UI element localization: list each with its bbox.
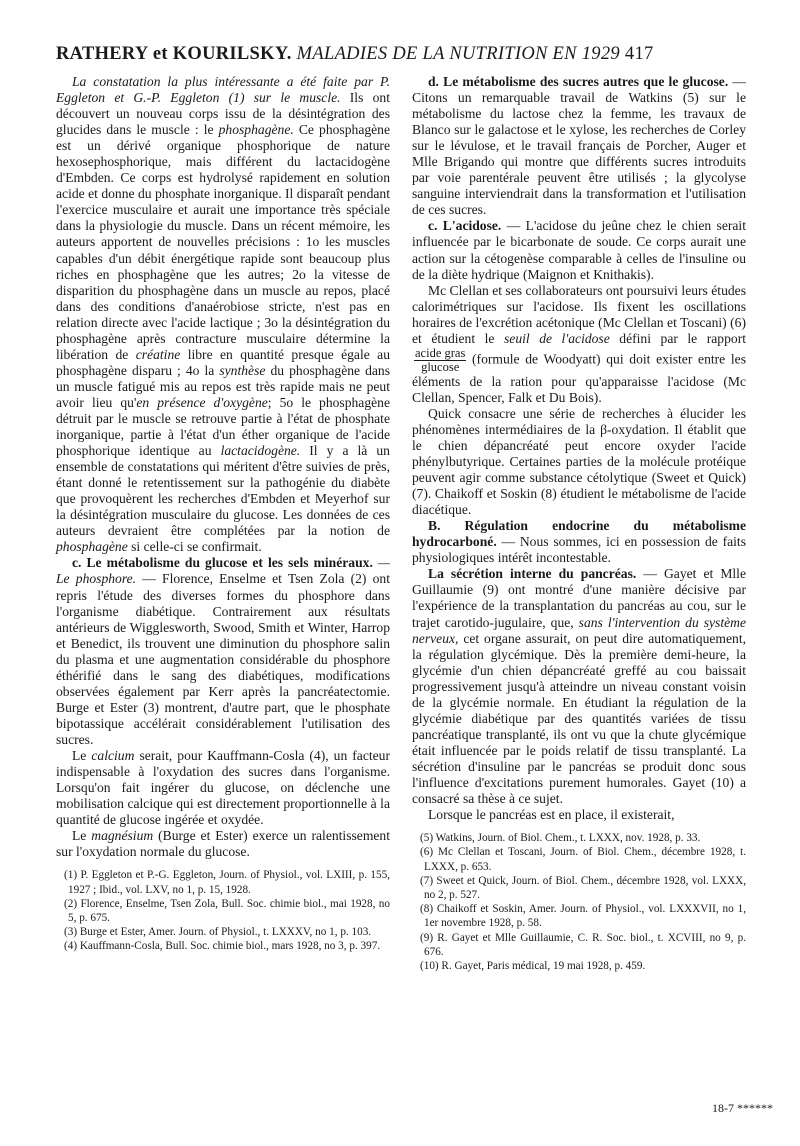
section-heading: c. Le métabolisme du glucose et les sels minéraux. <box>72 555 373 571</box>
fraction-numerator: acide gras <box>415 345 466 360</box>
footnote: (6) Mc Clellan et Toscani, Journ. of Biol. Chem., décembre 1928, t. LXXX, p. 653. <box>420 846 746 873</box>
text-run: libre en quantité presque égale au phosphagène disparu ; 4o la <box>56 346 390 378</box>
footnotes-right <box>412 831 746 973</box>
emphasis-synthese: synthèse <box>219 362 266 378</box>
footnote: (3) Burge et Ester, Amer. Journ. of Physiol., t. LXXXV, no 1, p. 103. <box>64 926 372 939</box>
header-title: MALADIES DE LA NUTRITION EN <box>296 44 577 64</box>
text-run: (formule de Woodyatt) qui doit exister entre les éléments de la ration pour qu'apparaisse l'acidose (Mc Clellan, Spencer, Falk et Du Bois). <box>412 351 746 405</box>
footnote: (2) Florence, Enselme, Tsen Zola, Bull. Soc. chimie biol., mai 1928, no 5, p. 675. <box>64 897 390 924</box>
text-run: serait, pour Kauffmann-Cosla (4), un facteur indispensable à l'oxydation des sucres dans l'organisme. Lorsqu'on fait ingérer du glucose, on déclenche une mobilisation calcique qui est directement proportionnelle à la quantité de glucose ingérée et oxydée. <box>56 747 391 828</box>
running-header <box>56 44 746 65</box>
paragraph-mc-clellan <box>412 283 746 406</box>
subheading-phosphore: — Le phosphore. <box>56 555 390 587</box>
page-number: 417 <box>624 44 654 64</box>
text-run: Lorsque le pancréas est en place, il existerait, <box>428 807 675 823</box>
fraction-denominator: glucose <box>421 359 460 374</box>
paragraph-sels-mineraux <box>56 555 390 748</box>
text-run: (Burge et Ester) exerce un ralentissement sur l'oxydation normale du glucose. <box>56 828 390 860</box>
ratio-fraction <box>414 347 466 374</box>
header-year: 1929 <box>581 44 620 64</box>
text-run: — L'acidose du jeûne chez le chien serait influencée par le bicarbonate de soude. Ce corps aurait une action sur la cétogenèse comparable à celles de l'insuline ou de la diète hydrique (Maignon et Knithakis). <box>412 218 746 282</box>
text-run: Ce phosphagène est un dérivé organique phosphorique de nature hexosephosphorique, mais différent du lactacidogène d'Embden. Ce corps est hydrolysé rapidement en solution acide et donne du phosphate inorganique. Il disparaît pendant l'exercice musculaire et aurait une importance très spéciale dans la physiologie du muscle. Dans un récent mémoire, les auteurs apportent de nouvelles précisions : 1o les muscles capables d'un débit énergétique rapide sont beaucoup plus riches en phosphagène que les autres; 2o la vitesse de disparition du phosphagène dans un muscle au repos, placé dans des conditions d'anaérobiose stricte, n'est pas en relation directe avec l'acide lactique ; 3o la désintégration du phosphagène après contracture musculaire détermine la libération de <box>56 122 391 362</box>
paragraph-calcium <box>56 748 390 828</box>
paragraph-magnesium <box>56 828 390 860</box>
section-heading: La sécrétion interne du pancréas. <box>428 566 637 582</box>
footnote: (8) Chaikoff et Soskin, Amer. Journ. of Physiol., vol. LXXXVII, no 1, 1er novembre 1928, p. 58. <box>420 903 746 930</box>
emphasis-phosphagene: phosphagène. <box>218 122 294 138</box>
footnote: (7) Sweet et Quick, Journ. of Biol. Chem., décembre 1928, vol. LXXX, no 2, p. 527. <box>420 874 746 901</box>
paragraph-acidose <box>412 218 746 282</box>
text-run: — Nous sommes, ici en possession de faits physiologiques intérêt incontestable. <box>412 534 746 566</box>
section-heading: B. Régulation endocrine du métabolisme hydrocarboné. <box>412 518 746 550</box>
lead-sentence: La constatation la plus intéressante a été faite par P. Eggleton et G.-P. Eggleton (1) sur le muscle. <box>56 74 390 106</box>
emphasis-sans-intervention: sans l'intervention du système nerveux, <box>412 614 747 646</box>
text-run: Ils ont découvert un nouveau corps issu de la désintégration des glucides dans le muscle : le <box>56 90 390 138</box>
text-run: du phosphagène dans un muscle fatigué mis au repos est très rapide mais ne peut avoir lieu qu' <box>56 362 391 410</box>
text-run: — Gayet et Mlle Guillaumie (9) ont montré d'une manière décisive par l'expérience de la transplantation du pancréas au cou, sur le trajet carotido-jugulaire, que, <box>412 566 746 630</box>
footnote: (1) P. Eggleton et P.-G. Eggleton, Journ. of Physiol., vol. LXIII, p. 155, 1927 ; Ibid., vol. LXV, no 1, p. 15, 1928. <box>64 869 390 896</box>
text-run: — Citons un remarquable travail de Watkins (5) sur le métabolisme du lactose chez la femme, les travaux de Blanco sur le galactose et le xylose, les recherches de Corley sur le lévulose, et le travail français de Porcher, Auger et Mlle Brigando qui montre que différents sucres introduits par voie parentérale peuvent être utilisés ; la glycolyse sanguine interviendrait dans la transformation et l'utilisation de ces sucres. <box>412 74 747 218</box>
emphasis-creatine: créatine <box>135 346 181 362</box>
footnote: (9) R. Gayet et Mlle Guillaumie, C. R. Soc. biol., t. XCVIII, no 9, p. 676. <box>420 931 746 958</box>
header-authors: RATHERY et KOURILSKY. <box>56 44 292 64</box>
emphasis-presence: en présence d'oxygène <box>136 394 268 410</box>
footnote: (4) Kauffmann-Cosla, Bull. Soc. chimie biol., mars 1928, no 3, p. 397. <box>64 940 381 953</box>
text-run: cet organe assurait, on peut dire automatiquement, la régulation glycémique. Dès la première demi-heure, la glycémie d'un chien dépancréaté greffé au cou baissait progressivement jusqu'à atteindre un niveau constant voisin de la glycémie normale. En étudiant la régulation de la glycémie diabétique par des quantités variées de tissu pancréatique transplanté, ils ont vu que la chute glycémique était influencée par le poids relatif de tissu transplanté. La sécrétion d'insuline par le pancréas se produit donc sous l'influence d'excitations purement humorales. Gayet (10) a consacré sa thèse à ce sujet. <box>412 630 746 807</box>
footnote: (5) Watkins, Journ. of Biol. Chem., t. LXXX, nov. 1928, p. 33. <box>420 832 701 845</box>
emphasis-seuil: seuil de l'acidose <box>504 330 610 346</box>
paragraph-autres-sucres <box>412 74 746 218</box>
emphasis-phosphagene: phosphagène <box>56 539 128 555</box>
footnote: (10) R. Gayet, Paris médical, 19 mai 1928, p. 459. <box>420 959 646 972</box>
text-run: Mc Clellan et ses collaborateurs ont poursuivi leurs études calorimétriques sur l'acidose. Ils fixent les oscillations horaires de l'excrétion acétonique (Mc Clellan et Toscani) (6) et étudient le <box>412 282 746 346</box>
text-run: si celle-ci se confirmait. <box>131 539 262 555</box>
paragraph-phosphagene <box>56 74 390 555</box>
text-run: Il y a là un ensemble de constatations qui méritent d'être suivies de près, étant donné le retentissement sur la pathogénie du diabète que provoquèrent les recherches d'Embden et Meyerhof sur la désintégration musculaire du glucose. Les données de ces auteurs devraient être complétées par la notion de <box>56 443 390 539</box>
text-run: ; 5o le phosphagène détruit par le muscle se retrouve partie à l'état de phosphate inorganique, partie à l'état d'un éther organique de l'acide phosphorique identique au <box>56 394 390 459</box>
text-run: Le <box>72 747 87 763</box>
section-heading: c. L'acidose. <box>428 218 502 234</box>
text-run: Le <box>72 828 87 844</box>
text-run: — Florence, Enselme et Tsen Zola (2) ont repris l'étude des diverses formes du phosphore dans l'organisme diabétique. Contrairement aux résultats antérieurs de Wigglesworth, Swood, Smith et Winter, Harrop et Benedict, ils trouvent une diminution du phosphore salin du plasma et une augmentation considérable du phosphore éthérifié dans le sang des diabétiques, modifications observées également par Kerr après la pancréatectomie. Burge et Ester (3) montrent, d'autre part, que le phosphate bipotassique accélérait considérablement l'utilisation des sucres. <box>56 571 391 747</box>
text-run: défini par le rapport <box>619 330 746 346</box>
paragraph-secretion <box>412 566 746 807</box>
paragraph-regulation <box>412 518 746 566</box>
text-run: Quick consacre une série de recherches à élucider les phénomènes intermédiaires de la β-oxydation. Il établit que le chien dépancréaté peut encore oxyder l'acide phénylbutyrique. Certaines parties de la molécule protéique peuvent agir comme substance cétolytique (Sweet et Quick) (7). Chaikoff et Soskin (8) étudient le métabolisme de l'acide diacétique. <box>412 405 746 518</box>
right-column <box>412 74 746 973</box>
emphasis-lactacidogene: lactacidogène. <box>220 443 301 459</box>
emphasis-magnesium: magnésium <box>91 828 154 844</box>
footnotes-left <box>56 868 390 953</box>
left-column <box>56 74 390 954</box>
paragraph-quick <box>412 406 746 518</box>
paragraph-pancreas-en-place <box>412 807 746 823</box>
printer-signature: 18-7 ****** <box>712 1101 773 1115</box>
section-heading: d. Le métabolisme des sucres autres que le glucose. <box>428 74 729 89</box>
emphasis-calcium: calcium <box>91 747 135 763</box>
